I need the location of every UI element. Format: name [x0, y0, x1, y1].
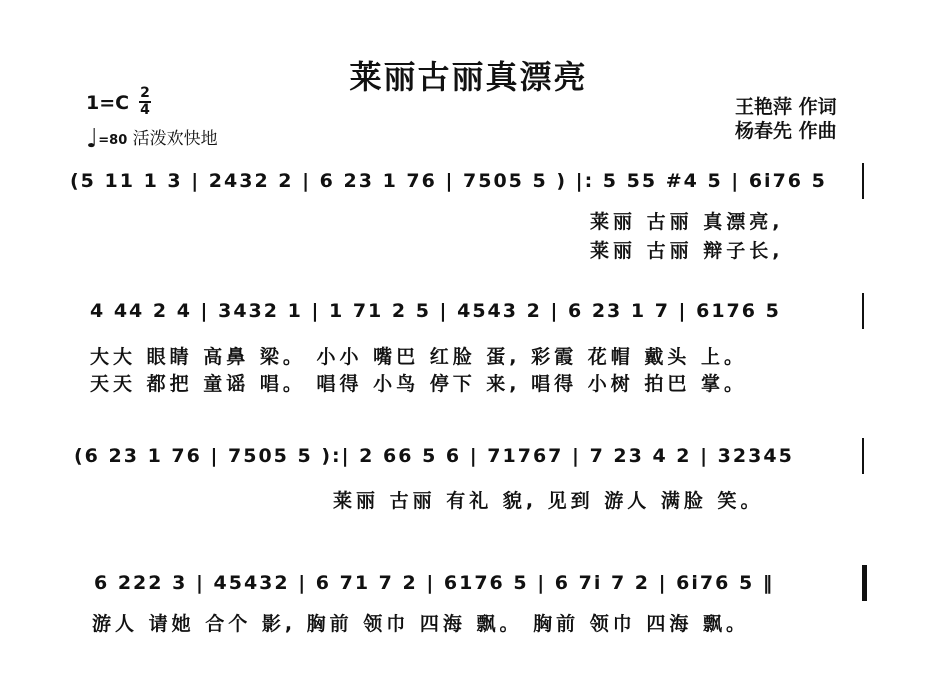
- composer-credit: 杨春先 作曲: [735, 120, 837, 142]
- system-4-lyric: 游人 请她 合个 影, 胸前 领巾 四海 飘。 胸前 领巾 四海 飘。: [92, 613, 749, 635]
- lyricist-credit: 王艳萍 作词: [735, 96, 837, 118]
- system-2-end-barline: [862, 293, 864, 329]
- final-barline: [862, 565, 867, 601]
- system-3-notation: (6 23 1 76 | 7505 5 ):| 2 66 5 6 | 71767 | 7 23 4 2 | 32345: [74, 445, 794, 467]
- system-4-notation: 6 222 3 | 45432 | 6 71 7 2 | 6176 5 | 6 7i 7 2 | 6i76 5 ‖: [94, 572, 775, 594]
- time-signature-bottom: 4: [140, 102, 150, 118]
- tempo-expression: 活泼欢快地: [132, 129, 218, 149]
- system-2-lyric-verse-1: 大大 眼睛 高鼻 梁。 小小 嘴巴 红脸 蛋, 彩霞 花帽 戴头 上。: [90, 346, 747, 368]
- system-2-notation: 4 44 2 4 | 3432 1 | 1 71 2 5 | 4543 2 | 6 23 1 7 | 6176 5: [90, 300, 781, 322]
- time-signature-top: 2: [140, 85, 150, 101]
- system-2-lyric-verse-2: 天天 都把 童谣 唱。 唱得 小鸟 停下 来, 唱得 小树 拍巴 掌。: [90, 373, 747, 395]
- system-1-lyric-verse-2: 莱丽 古丽 辩子长,: [590, 240, 784, 262]
- system-1-lyric-verse-1: 莱丽 古丽 真漂亮,: [590, 211, 784, 233]
- system-1-notation: (5 11 1 3 | 2432 2 | 6 23 1 76 | 7505 5 ) |: 5 55 #4 5 | 6i76 5: [70, 170, 827, 192]
- system-3-lyric: 莱丽 古丽 有礼 貌, 见到 游人 满脸 笑。: [333, 490, 764, 512]
- key-signature: 1=C: [86, 92, 130, 114]
- tempo-marking: [86, 124, 218, 154]
- time-signature: [139, 86, 151, 118]
- tempo-bpm: =80: [98, 133, 128, 148]
- quarter-note-icon: ♩: [86, 124, 99, 154]
- song-title: 莱丽古丽真漂亮: [349, 58, 588, 96]
- system-1-end-barline: [862, 163, 864, 199]
- system-3-end-barline: [862, 438, 864, 474]
